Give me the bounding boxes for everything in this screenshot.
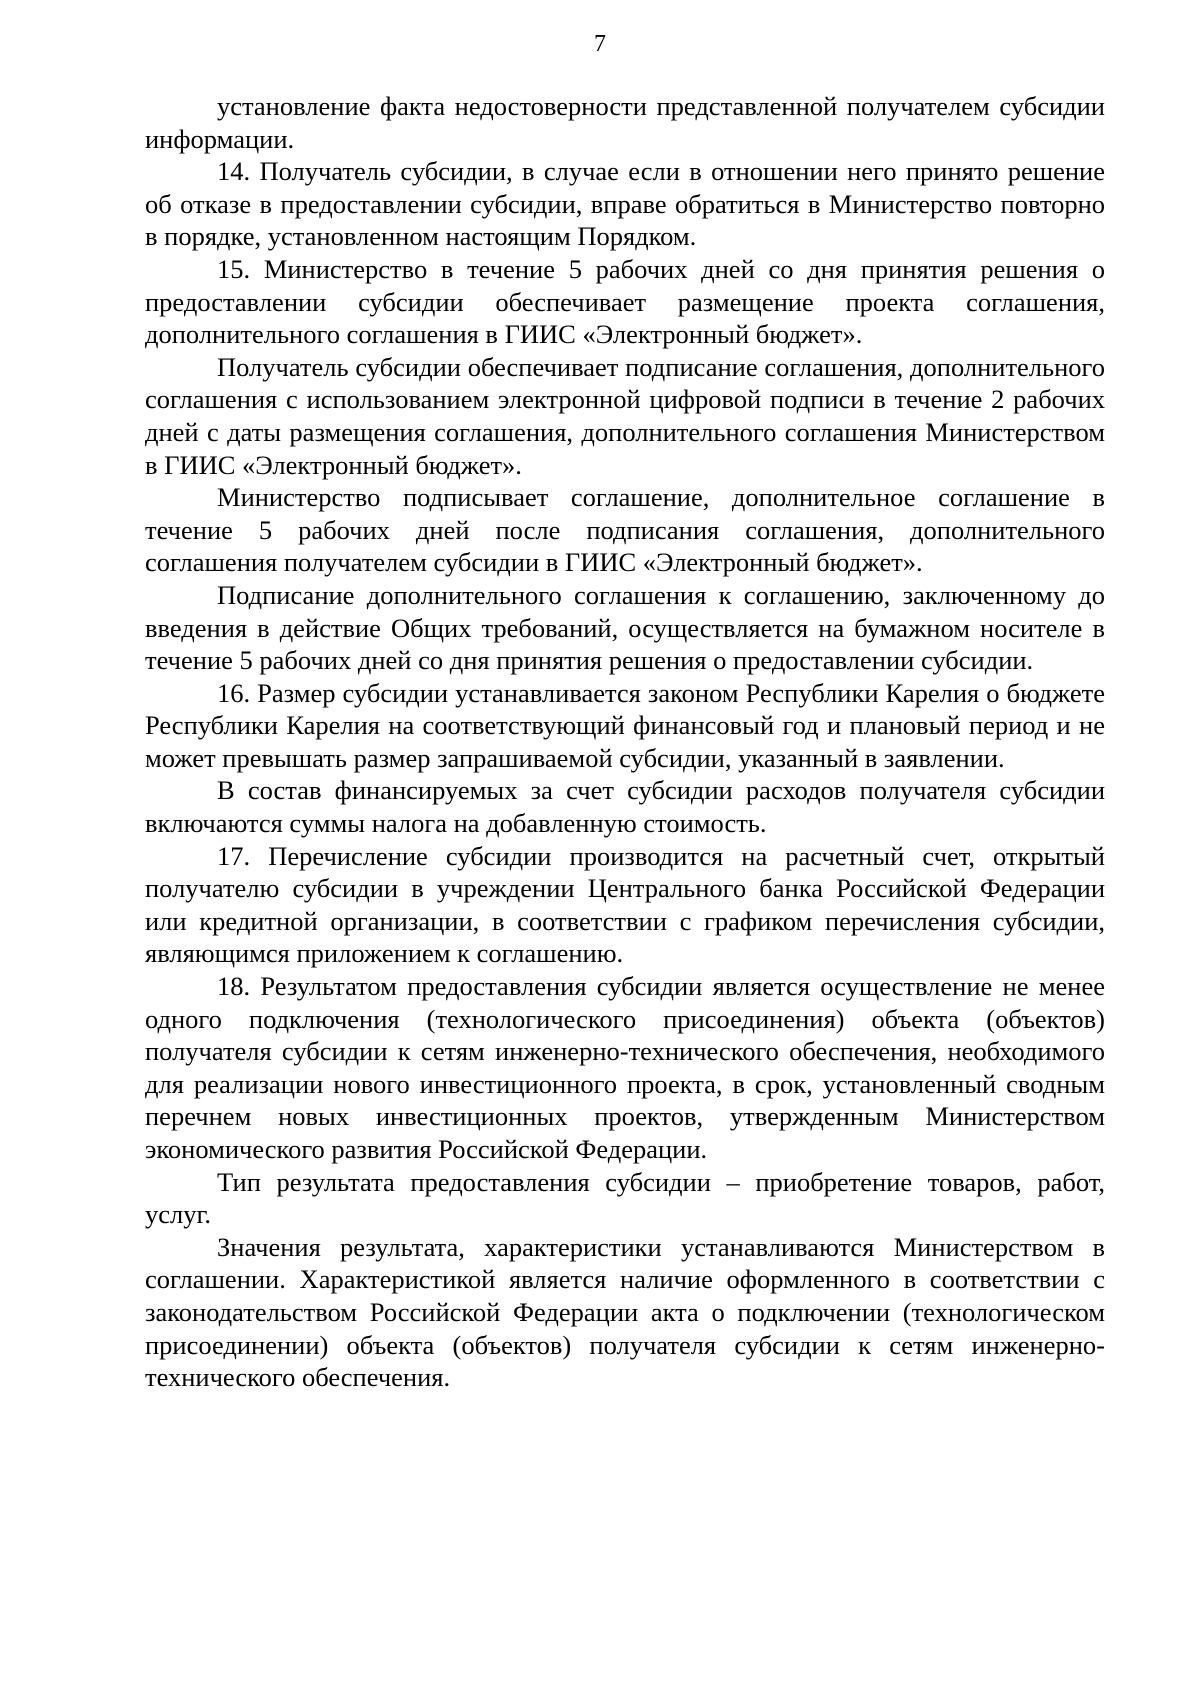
paragraph-clause-14: 14. Получатель субсидии, в случае если в отношении него принято решение об отказе в предоставлении субсидии, вправе обратиться в Министерство повторно в порядке, установленном настоящим Порядком. xyxy=(145,156,1105,252)
paragraph-result-type: Тип результата предоставления субсидии – приобретение товаров, работ, услуг. xyxy=(145,1166,1105,1230)
paragraph-paper-signing: Подписание дополнительного соглашения к соглашению, заключенному до введения в действие Общих требований, осуществляется на бумажном носителе в течение 5 рабочих дней со дня принятия решения о предоставлении субсидии. xyxy=(145,579,1105,676)
paragraph-clause-17: 17. Перечисление субсидии производится на расчетный счет, открытый получателю субсидии в учреждении Центрального банка Российской Федерации или кредитной организации, в соответствии с графиком перечисления субсидии, являющимся приложением к соглашению. xyxy=(145,840,1105,969)
paragraph-continuation: установление факта недостоверности представленной получателем субсидии информации. xyxy=(145,91,1105,154)
paragraph-result-values: Значения результата, характеристики устанавливаются Министерством в соглашении. Характеристикой является наличие оформленного в соответствии с законодательством Российской Федерации акта о подключении (технологическом присоединении) объекта (объектов) получателя субсидии к сетям инженерно-технического обеспечения. xyxy=(145,1231,1105,1393)
paragraph-clause-15: 15. Министерство в течение 5 рабочих дней со дня принятия решения о предоставлении субсидии обеспечивает размещение проекта соглашения, дополнительного соглашения в ГИИС «Электронный бюджет». xyxy=(145,253,1105,350)
paragraph-clause-16: 16. Размер субсидии устанавливается законом Республики Карелия о бюджете Республики Карелия на соответствующий финансовый год и плановый период и не может превышать размер запрашиваемой субсидии, указанный в заявлении. xyxy=(145,677,1105,773)
paragraph-clause-18: 18. Результатом предоставления субсидии является осуществление не менее одного подключения (технологического присоединения) объекта (объектов) получателя субсидии к сетям инженерно-технического обеспечения, необходимого для реализации нового инвестиционного проекта, в срок, установленный сводным перечнем новых инвестиционных проектов, утвержденным Министерством экономического развития Российской Федерации. xyxy=(145,971,1105,1164)
document-body xyxy=(145,90,1105,1394)
paragraph-vat: В состав финансируемых за счет субсидии расходов получателя субсидии включаются суммы налога на добавленную стоимость. xyxy=(145,775,1105,839)
paragraph-recipient-signing: Получатель субсидии обеспечивает подписание соглашения, дополнительного соглашения с использованием электронной цифровой подписи в течение 2 рабочих дней с даты размещения соглашения, дополнительного соглашения Министерством в ГИИС «Электронный бюджет». xyxy=(145,351,1105,480)
page-number: 7 xyxy=(594,31,606,57)
paragraph-ministry-signing: Министерство подписывает соглашение, дополнительное соглашение в течение 5 рабочих дней после подписания соглашения, дополнительного соглашения получателем субсидии в ГИИС «Электронный бюджет». xyxy=(145,482,1105,578)
